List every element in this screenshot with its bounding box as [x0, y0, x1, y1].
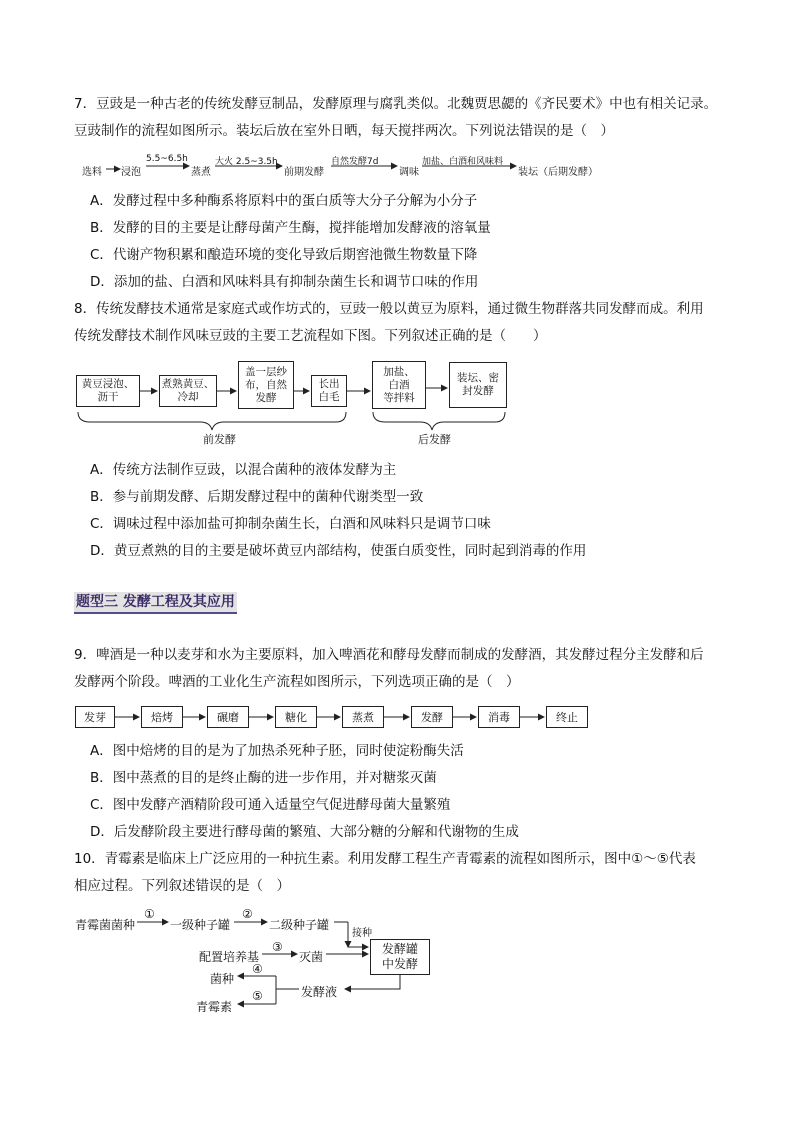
q7-step-jar: 装坛（后期发酵）	[518, 167, 598, 178]
q7-option-a: A．发酵过程中多种酶系将原料中的蛋白质等大分子分解为小分子	[90, 193, 478, 209]
q10-sterilize: 灭菌	[299, 950, 324, 964]
q10-strain: 青霉菌菌种	[75, 918, 136, 932]
q9-option-c: C．图中发酵产酒精阶段可通入适量空气促进酵母菌大量繁殖	[90, 797, 451, 813]
q7-arrow-label-additives: 加盐、白酒和风味料	[422, 157, 504, 167]
q8-option-b: B．参与前期发酵、后期发酵过程中的菌种代谢类型一致	[90, 489, 424, 505]
q9-step-sterilize: 消毒	[478, 706, 520, 728]
q10-stem-line1: 10．青霉素是临床上广泛应用的一种抗生素。利用发酵工程生产青霉素的流程如图所示，图中①～⑤代表	[74, 851, 696, 867]
q8-option-d: D．黄豆煮熟的目的主要是破坏黄豆内部结构，使蛋白质变性，同时起到消毒的作用	[90, 543, 587, 559]
q7-option-d: D．添加的盐、白酒和风味料具有抑制杂菌生长和调节口味的作用	[90, 274, 479, 290]
q9-option-b: B．图中蒸煮的目的是终止酶的进一步作用，并对糖浆灭菌	[90, 770, 437, 786]
q10-medium: 配置培养基	[199, 950, 260, 964]
q9-stem-line1: 9．啤酒是一种以麦芽和水为主要原料，加入啤酒花和酵母发酵而制成的发酵酒，其发酵过程分主发酵和后	[74, 647, 704, 663]
q9-option-a: A．图中焙烤的目的是为了加热杀死种子胚，同时使淀粉酶失活	[90, 743, 464, 759]
q10-strain-output: 菌种	[210, 972, 235, 986]
q7-step-soak: 浸泡	[121, 167, 141, 178]
q9-step-saccharify: 糖化	[275, 706, 317, 728]
q9-step-grind: 碾磨	[207, 706, 249, 728]
q7-step-steam: 蒸煮	[191, 167, 211, 178]
q8-label-front: 前发酵	[203, 433, 236, 446]
q10-step-1: ①	[144, 907, 155, 921]
section-title: 题型三 发酵工程及其应用	[74, 592, 237, 614]
q10-broth: 发酵液	[301, 985, 338, 999]
q8-box-mix: 加盐、 白酒 等拌料	[372, 361, 426, 409]
q7-arrow-label-natural: 自然发酵7d	[331, 157, 379, 167]
q8-box-seal: 装坛、密 封发酵	[449, 362, 507, 408]
q9-step-end: 终止	[546, 706, 588, 728]
q8-stem-line1: 8．传统发酵技术通常是家庭式或作坊式的，豆豉一般以黄豆为原料，通过微生物群落共同发酵而成。利用	[74, 301, 704, 317]
q8-box-soak: 黄豆浸泡、 沥干	[76, 375, 140, 407]
q7-arrow-label-time1: 5.5~6.5h	[146, 154, 188, 164]
q9-step-germinate: 发芽	[75, 706, 115, 728]
q10-seed-tank-1: 一级种子罐	[170, 918, 231, 932]
q10-step-2: ②	[242, 907, 253, 921]
q10-step-4: ④	[252, 962, 263, 976]
q7-stem-line2: 豆豉制作的流程如图所示。装坛后放在室外日晒，每天搅拌两次。下列说法错误的是（ ）	[74, 123, 614, 139]
q8-box-cook: 煮熟黄豆、 冷却	[159, 375, 217, 407]
q9-step-boil: 蒸煮	[342, 706, 384, 728]
q9-step-bake: 焙烤	[141, 706, 183, 728]
q7-option-c: C．代谢产物积累和酿造环境的变化导致后期窖池微生物数量下降	[90, 247, 478, 263]
q7-arrow-label-time2: 大火 2.5~3.5h	[215, 157, 278, 167]
q9-option-d: D．后发酵阶段主要进行酵母菌的繁殖、大部分糖的分解和代谢物的生成	[90, 824, 519, 840]
q8-option-a: A．传统方法制作豆豉，以混合菌种的液体发酵为主	[90, 462, 397, 478]
q7-step-early-ferment: 前期发酵	[284, 167, 324, 178]
q8-box-cover: 盖一层纱 布，自然 发酵	[238, 361, 294, 409]
q7-step-select: 选料	[82, 167, 102, 178]
q8-stem-line2: 传统发酵技术制作风味豆豉的主要工艺流程如下图。下列叙述正确的是（ ）	[74, 328, 547, 344]
q8-option-c: C．调味过程中添加盐可抑制杂菌生长，白酒和风味料只是调节口味	[90, 516, 491, 532]
q9-step-ferment: 发酵	[411, 706, 453, 728]
q10-product: 青霉素	[196, 1000, 233, 1014]
q10-step-3: ③	[272, 940, 283, 954]
q9-stem-line2: 发酵两个阶段。啤酒的工业化生产流程如图所示，下列选项正确的是（ ）	[74, 674, 520, 690]
q7-stem-line1: 7．豆豉是一种古老的传统发酵豆制品，发酵原理与腐乳类似。北魏贾思勰的《齐民要术》中也有相关记录。	[74, 96, 718, 112]
q10-seed-tank-2: 二级种子罐	[269, 918, 330, 932]
q7-step-season: 调味	[399, 167, 419, 178]
q10-inoculate-label: 接种	[352, 928, 372, 939]
q10-fermenter-box: 发酵罐 中发酵	[370, 939, 430, 975]
q7-option-b: B．发酵的目的主要是让酵母菌产生酶，搅拌能增加发酵液的溶氧量	[90, 220, 491, 236]
q10-stem-line2: 相应过程。下列叙述错误的是（ ）	[74, 878, 290, 894]
q10-step-5: ⑤	[252, 989, 263, 1003]
q8-label-back: 后发酵	[418, 433, 451, 446]
q8-box-mold: 长出 白毛	[311, 375, 347, 407]
